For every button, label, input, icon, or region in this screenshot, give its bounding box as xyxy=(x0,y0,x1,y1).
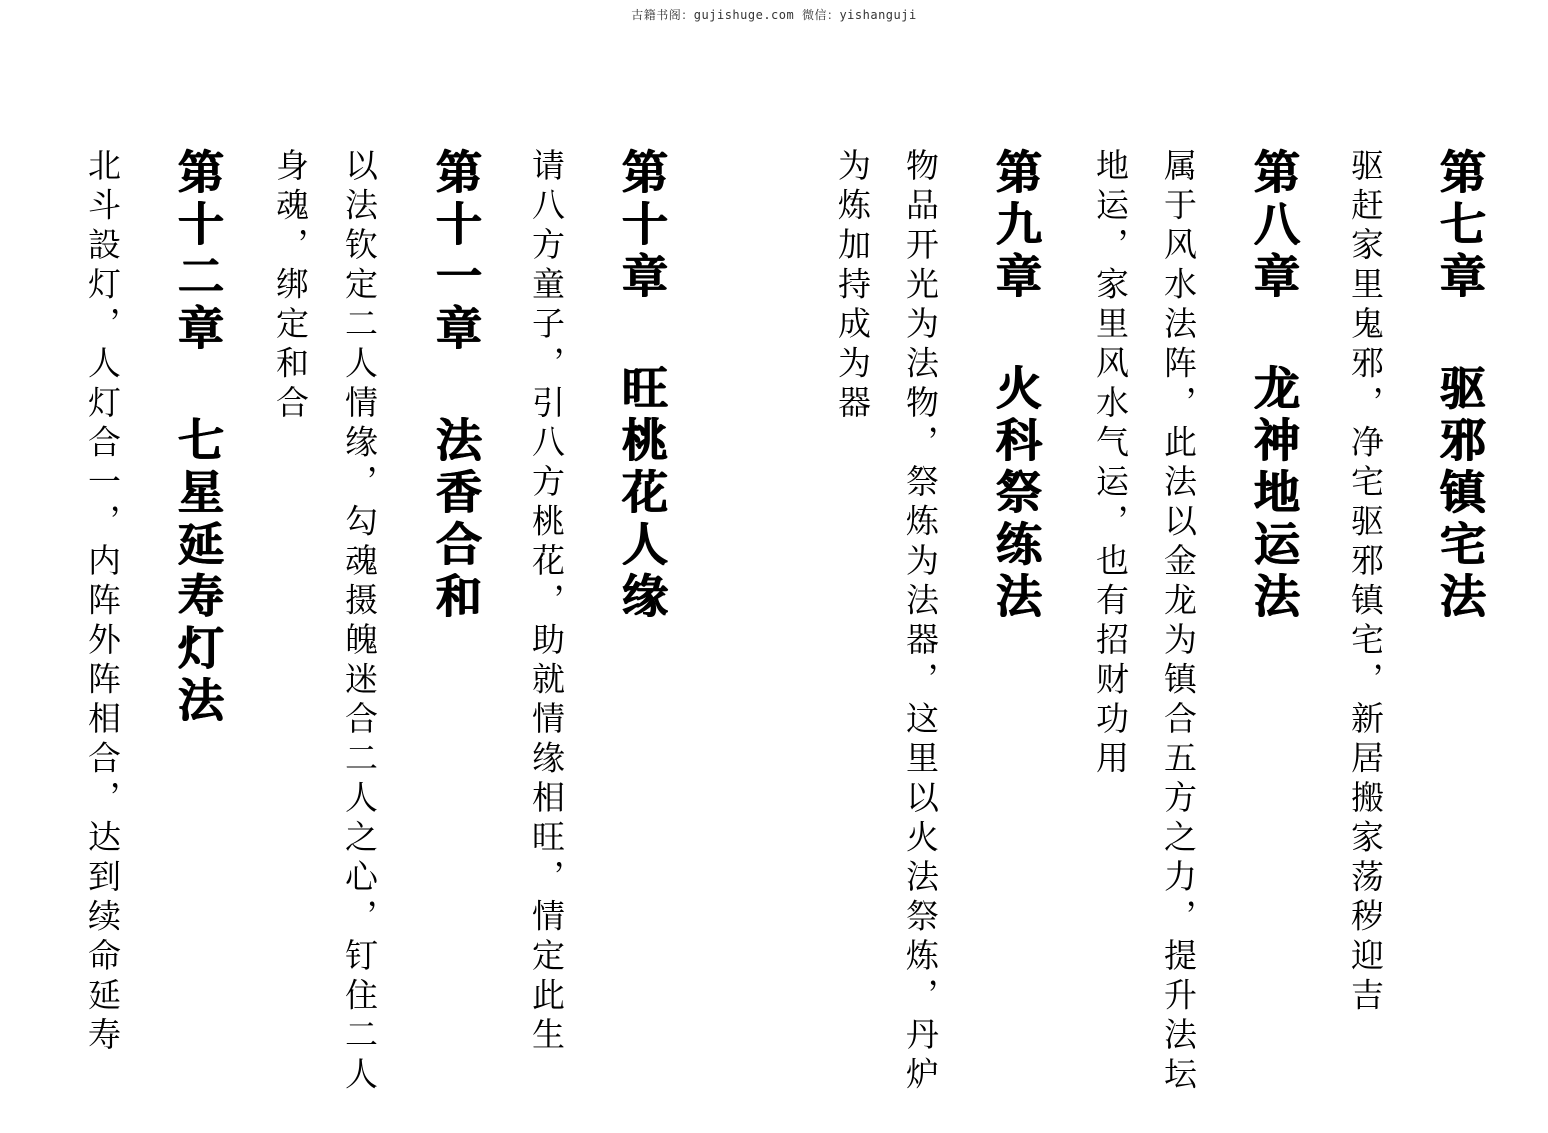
chapter-9-heading xyxy=(986,148,1046,624)
chapter-number: 第十章 xyxy=(615,148,669,304)
chapter-number: 第九章 xyxy=(989,148,1043,304)
chapter-title: 驱邪镇宅法 xyxy=(1433,364,1487,624)
chapter-number: 第十一章 xyxy=(429,148,483,356)
chapter-7-description: 驱赶家里鬼邪，净宅驱邪镇宅，新居搬家荡秽迎吉 xyxy=(1346,148,1385,1017)
site-watermark: 古籍书阁：gujishuge.com 微信：yishanguji xyxy=(631,8,917,22)
chapter-12-heading xyxy=(168,148,228,728)
chapter-title: 旺桃花人缘 xyxy=(615,364,669,624)
chapter-title: 火科祭练法 xyxy=(989,364,1043,624)
chapter-10-description: 请八方童子，引八方桃花，助就情缘相旺，情定此生 xyxy=(527,148,566,1057)
chapter-8-description-line-1: 属于风水法阵，此法以金龙为镇合五方之力，提升法坛 xyxy=(1159,148,1198,1096)
chapter-title: 七星延寿灯法 xyxy=(171,416,225,728)
chapter-number: 第七章 xyxy=(1433,148,1487,304)
chapter-8-description-line-2: 地运，家里风水气运，也有招财功用 xyxy=(1091,148,1130,780)
chapter-11-heading xyxy=(426,148,486,624)
chapter-title: 龙神地运法 xyxy=(1247,364,1301,624)
chapter-7-heading xyxy=(1430,148,1490,624)
chapter-number: 第八章 xyxy=(1247,148,1301,304)
chapter-8-heading xyxy=(1244,148,1304,624)
chapter-12-description: 北斗設灯，人灯合一，内阵外阵相合，达到续命延寿 xyxy=(83,148,122,1057)
chapter-10-heading xyxy=(612,148,672,624)
chapter-title: 法香合和 xyxy=(429,416,483,624)
chapter-number: 第十二章 xyxy=(171,148,225,356)
chapter-9-description-line-1: 物品开光为法物，祭炼为法器，这里以火法祭炼，丹炉 xyxy=(901,148,940,1096)
chapter-11-description-line-2: 身魂，绑定和合 xyxy=(271,148,310,425)
chapter-11-description-line-1: 以法钦定二人情缘，勾魂摄魄迷合二人之心，钉住二人 xyxy=(340,148,379,1096)
chapter-9-description-line-2: 为炼加持成为器 xyxy=(833,148,872,425)
